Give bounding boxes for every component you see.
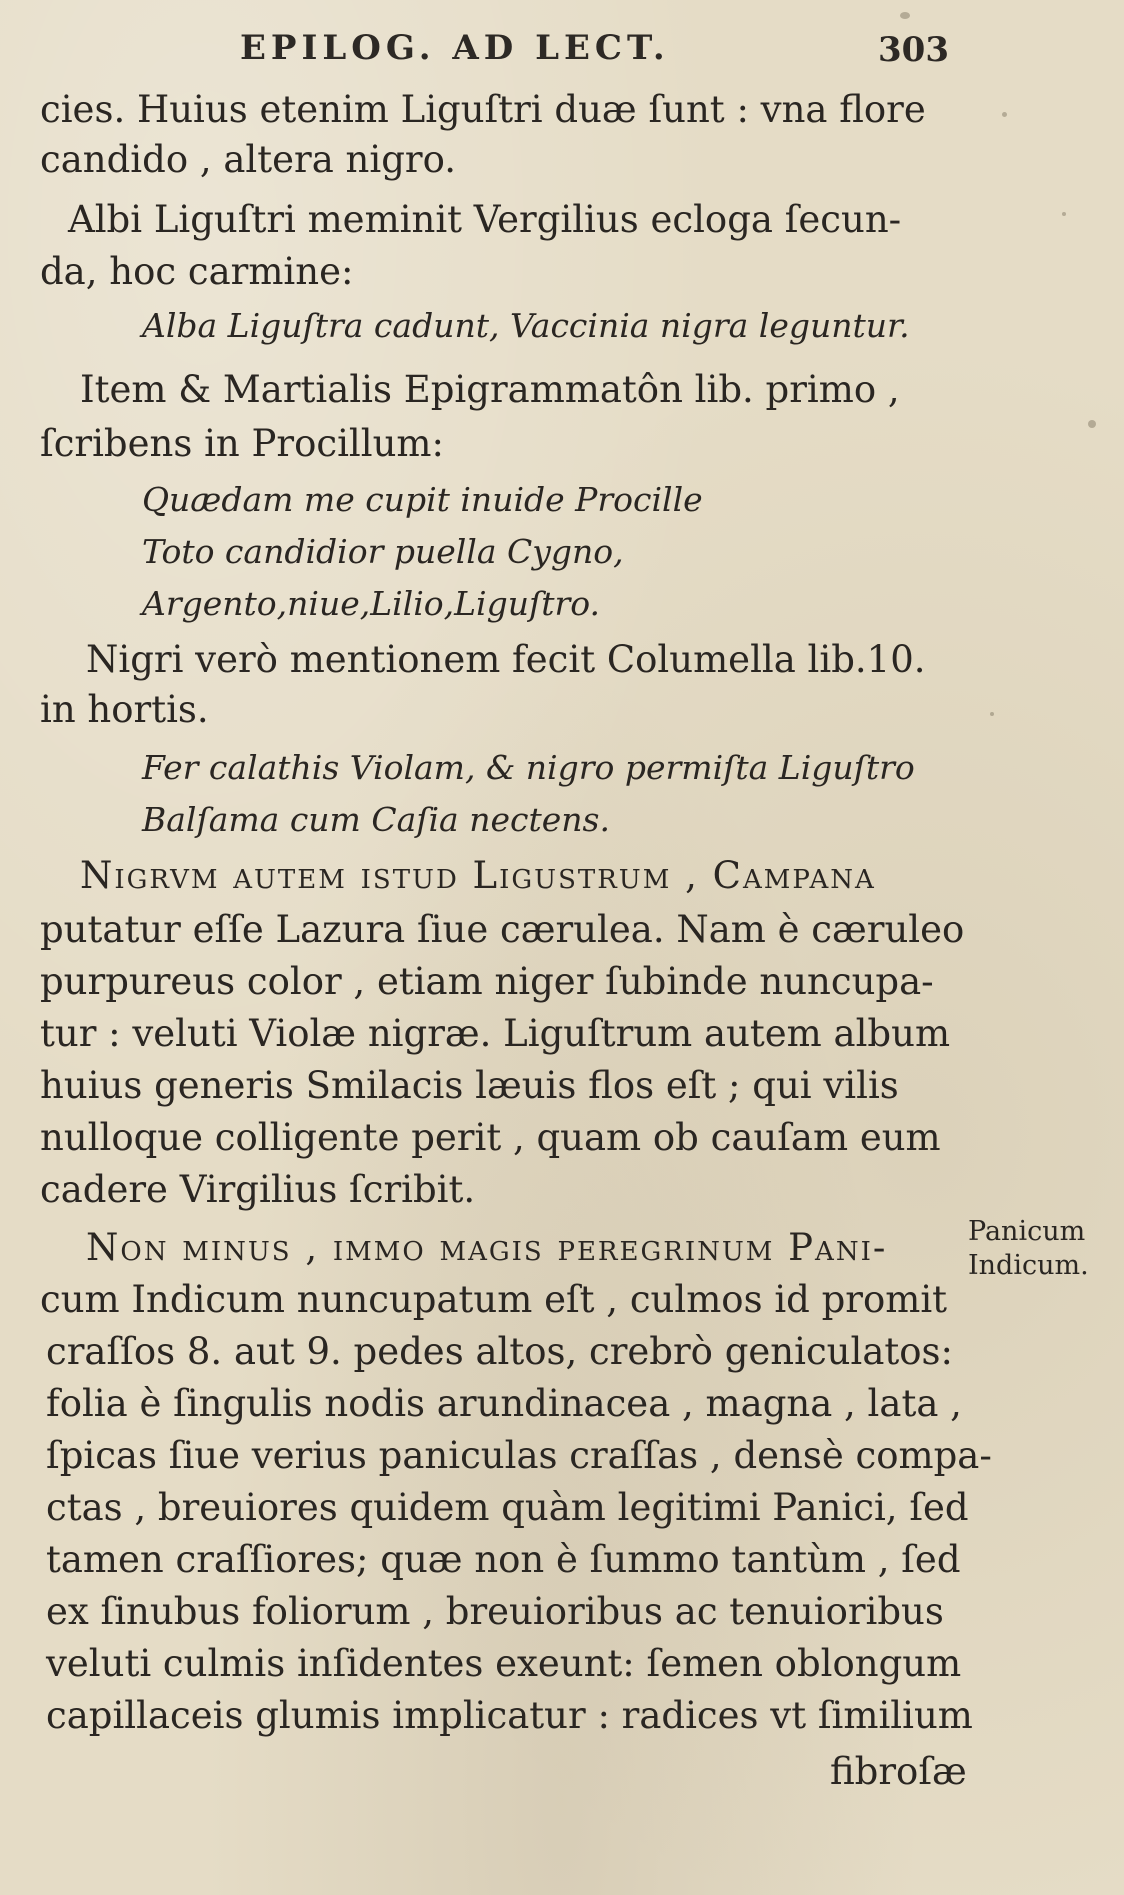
verse-line: Fer calathis Violam, & nigro permiſta Liguſtro: [142, 748, 915, 787]
text-line: purpureus color , etiam niger ſubinde nuncupa-: [40, 960, 934, 1003]
text-line: folia è ſingulis nodis arundinacea , magna , lata ,: [46, 1382, 962, 1425]
text-line: ſcribens in Procillum:: [40, 422, 444, 465]
margin-note-line: Indicum.: [968, 1250, 1089, 1281]
paper-speck: [1088, 420, 1096, 428]
text-line: tamen craſſiores; quæ non è ſummo tantùm , ſed: [46, 1538, 961, 1581]
text-line: Albi Liguſtri meminit Vergilius ecloga ſecun-: [68, 198, 902, 241]
verse-line: Toto candidior puella Cygno,: [142, 532, 624, 571]
text-line: nulloque colligente perit , quam ob cauſam eum: [40, 1116, 941, 1159]
verse-line: Alba Liguſtra cadunt, Vaccinia nigra leguntur.: [142, 306, 910, 345]
text-line: ctas , breuiores quidem quàm legitimi Panici, ſed: [46, 1486, 969, 1529]
paper-speck: [900, 12, 910, 19]
verse-line: Quædam me cupit inuide Procille: [142, 480, 703, 519]
text-line: cum Indicum nuncupatum eſt , culmos id promit: [40, 1278, 948, 1321]
paper-speck: [990, 712, 994, 716]
text-line: da, hoc carmine:: [40, 250, 354, 293]
catchword: fibroſæ: [830, 1750, 967, 1793]
text-line: veluti culmis inſidentes exeunt: ſemen oblongum: [46, 1642, 962, 1685]
page-number: 303: [878, 30, 949, 70]
text-line: cies. Huius etenim Liguſtri duæ ſunt : vna flore: [40, 88, 926, 131]
verse-line: Argento,niue,Lilio,Liguſtro.: [142, 584, 601, 623]
margin-note-line: Panicum: [968, 1216, 1086, 1247]
text-line: capillaceis glumis implicatur : radices vt ſimilium: [46, 1694, 973, 1737]
text-line: ex ſinubus foliorum , breuioribus ac tenuioribus: [46, 1590, 944, 1633]
text-line: Nigri verò mentionem fecit Columella lib.10.: [86, 638, 926, 681]
text-line: Nigrvm autem iſtud Liguſtrum , Campana: [80, 854, 876, 897]
text-line: candido , altera nigro.: [40, 138, 456, 181]
text-line: in hortis.: [40, 688, 209, 731]
text-line: Non minus , immo magis peregrinum Pani-: [86, 1226, 888, 1269]
text-line: putatur eſſe Lazura ſiue cærulea. Nam è cæruleo: [40, 908, 965, 951]
verse-line: Balſama cum Caſia nectens.: [142, 800, 610, 839]
paper-speck: [1062, 212, 1066, 216]
text-line: ſpicas ſiue verius paniculas craſſas , densè compa-: [46, 1434, 992, 1477]
text-line: craſſos 8. aut 9. pedes altos, crebrò geniculatos:: [46, 1330, 953, 1373]
text-line: huius generis Smilacis læuis flos eſt ; qui vilis: [40, 1064, 899, 1107]
paper-speck: [1002, 112, 1007, 117]
running-head: EPILOG. AD LECT.: [240, 28, 670, 68]
text-line: Item & Martialis Epigrammatôn lib. primo ,: [80, 368, 900, 411]
text-line: tur : veluti Violæ nigræ. Liguſtrum autem album: [40, 1012, 951, 1055]
text-line: cadere Virgilius ſcribit.: [40, 1168, 476, 1211]
